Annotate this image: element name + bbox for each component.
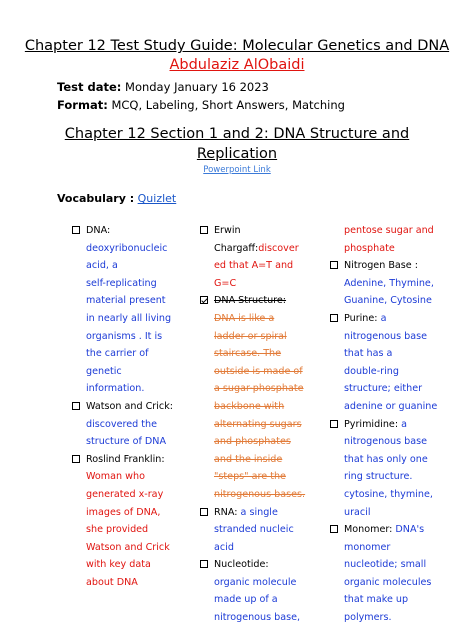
checkbox[interactable] (72, 455, 80, 463)
list-item-nucleotide-cont (330, 222, 450, 257)
list-item-purine (330, 310, 450, 416)
definition-line: that make up (344, 594, 409, 606)
definition-line: outside is made of (214, 365, 303, 377)
checkbox[interactable] (200, 508, 208, 516)
list-item-monomer (330, 521, 450, 627)
definition-text: a (380, 312, 387, 324)
term-line (344, 521, 450, 539)
vocab-column-2 (200, 222, 315, 627)
term: DNA: (86, 225, 111, 236)
definition-line: organisms . It is (86, 330, 163, 342)
definition-line: pentose sugar and (344, 225, 434, 236)
term: Purine: (344, 312, 378, 324)
test-date-value: Monday January 16 2023 (125, 80, 269, 94)
list-item-nucleotide (200, 556, 315, 626)
checkbox[interactable] (72, 402, 80, 410)
list-item-dna (72, 222, 182, 398)
term: Chargaff: (214, 242, 259, 254)
term: Monomer: (344, 524, 393, 536)
definition-line: a sugar-phosphate (214, 383, 304, 395)
definition-line: monomer (344, 541, 391, 553)
term-line (214, 504, 315, 522)
checkbox[interactable] (330, 420, 338, 428)
term: RNA: (214, 506, 238, 518)
vocabulary-label: Vocabulary : (57, 192, 135, 205)
powerpoint-link[interactable]: Powerpoint Link (203, 165, 271, 175)
definition-line: nitrogenous base (344, 436, 428, 448)
definition-line: nitrogenous base (344, 330, 428, 342)
definition-line: polymers. (344, 612, 392, 624)
definition-line: organic molecules (344, 576, 432, 588)
definition-line: she provided (86, 524, 149, 536)
checkbox[interactable] (330, 525, 338, 533)
definition-line: material present (86, 295, 166, 307)
definition-line: staircase. The (214, 348, 282, 360)
term: Nitrogen Base : (344, 260, 418, 272)
test-date-line (57, 80, 269, 94)
quizlet-link[interactable]: Quizlet (137, 192, 177, 205)
definition-line: discovered the (86, 418, 157, 430)
definition-line: ring structure. (344, 471, 413, 483)
definition-line: nitrogenous bases. (214, 488, 306, 500)
definition-text: a single (240, 506, 278, 518)
list-item-watson-crick (72, 398, 182, 451)
definition-line: that has only one (344, 453, 428, 465)
list-item-nitrogen-base (330, 257, 450, 310)
list-item-chargaff (200, 222, 315, 292)
definition-line: and phosphates (214, 436, 291, 448)
list-item-dna-structure (200, 292, 315, 503)
definition-line: in nearly all living (86, 312, 172, 324)
vocabulary-line (57, 192, 176, 205)
checkbox[interactable] (72, 226, 80, 234)
definition-line: structure of DNA (86, 436, 167, 448)
term-line (344, 416, 450, 434)
term: Roslind Franklin: (86, 453, 165, 465)
definition-line: genetic (86, 365, 122, 377)
definition-line: about DNA (86, 576, 138, 588)
definition-line: generated x-ray (86, 488, 164, 500)
definition-line: DNA is like a (214, 312, 275, 324)
definition-line: backbone with (214, 400, 285, 412)
definition-line: ladder or spiral (214, 330, 287, 342)
definition-line: acid, a (86, 260, 118, 272)
definition-line: uracil (344, 506, 371, 518)
definition-line: made up of a (214, 594, 278, 606)
definition-line: Watson and Crick (86, 541, 170, 553)
definition-line: with key data (86, 559, 151, 571)
definition-line: "steps" are the (214, 471, 286, 483)
definition-text: DNA's (395, 524, 425, 536)
format-value: MCQ, Labeling, Short Answers, Matching (111, 98, 345, 112)
checkbox[interactable] (330, 261, 338, 269)
definition-line: nucleotide; small (344, 559, 427, 571)
list-item-pyrimidine (330, 416, 450, 522)
definition-line: cytosine, thymine, (344, 488, 433, 500)
list-item-franklin (72, 451, 182, 592)
definition-line: organic molecule (214, 576, 297, 588)
checked-checkbox[interactable] (200, 296, 208, 304)
definition-line: alternating sugars (214, 418, 302, 430)
checkbox[interactable] (330, 314, 338, 322)
checkbox[interactable] (200, 226, 208, 234)
definition-line: Guanine, Cytosine (344, 295, 432, 307)
definition-line: phosphate (344, 242, 395, 254)
vocab-column-3 (330, 222, 450, 627)
definition-line: structure; either (344, 383, 423, 395)
definition-line: images of DNA, (86, 506, 161, 518)
term-line (344, 310, 450, 328)
definition-line: Woman who (86, 471, 145, 483)
definition-line: Adenine, Thymine, (344, 277, 434, 289)
checkbox[interactable] (200, 560, 208, 568)
definition-line: information. (86, 383, 145, 395)
vocab-column-1 (72, 222, 182, 591)
definition-line: stranded nucleic (214, 524, 294, 536)
term: Pyrimidine: (344, 418, 399, 430)
section-title-line2: Replication (196, 146, 278, 162)
definition-line: that has a (344, 348, 393, 360)
definition-line: deoxyribonucleic (86, 242, 168, 254)
definition-line: nitrogenous base, (214, 612, 301, 624)
term: Erwin (214, 225, 241, 236)
definition-line: the carrier of (86, 348, 149, 360)
test-date-label: Test date: (57, 80, 122, 94)
definition-line: double-ring (344, 365, 399, 377)
definition-line: acid (214, 541, 234, 553)
definition-line: G=C (214, 277, 237, 289)
format-line (57, 98, 345, 112)
definition-text: discover (258, 242, 299, 254)
term: DNA Structure: (214, 295, 287, 307)
section-title-line1: Chapter 12 Section 1 and 2: DNA Structure and (64, 126, 410, 142)
format-label: Format: (57, 98, 108, 112)
definition-line: adenine or guanine (344, 400, 438, 412)
term: Nucleotide: (214, 559, 269, 571)
term: Watson and Crick: (86, 400, 173, 412)
definition-line: self-replicating (86, 277, 157, 289)
term-line (214, 240, 315, 258)
definition-text: a (401, 418, 408, 430)
list-item-rna (200, 504, 315, 557)
document-title: Chapter 12 Test Study Guide: Molecular Genetics and DNA (24, 38, 450, 54)
definition-line: and the inside (214, 453, 283, 465)
author-name: Abdulaziz AlObaidi (169, 57, 305, 73)
definition-line: ed that A=T and (214, 260, 294, 272)
